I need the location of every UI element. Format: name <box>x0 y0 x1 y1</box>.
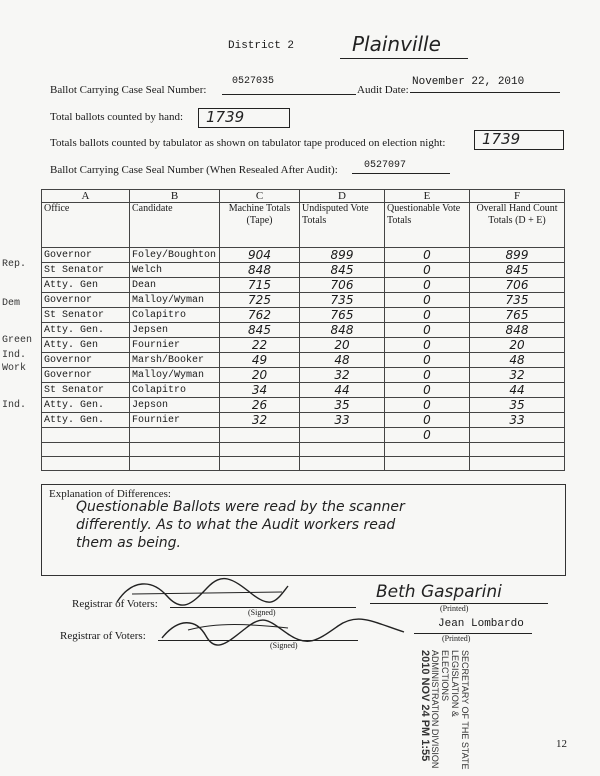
office-cell: St Senator <box>42 383 130 398</box>
table-row <box>42 263 565 278</box>
undisputed-total-cell: 706 <box>300 278 385 293</box>
header-office: Office <box>42 203 130 248</box>
stamp-line-2: LEGISLATION & ELECTIONS <box>440 650 460 717</box>
questionable-total-cell <box>385 457 470 471</box>
overall-total-cell: 44 <box>470 383 565 398</box>
overall-total-cell: 845 <box>470 263 565 278</box>
questionable-total-cell: 0 <box>385 398 470 413</box>
machine-total-cell <box>220 457 300 471</box>
machine-total-cell: 762 <box>220 308 300 323</box>
machine-total-cell: 32 <box>220 413 300 428</box>
undisputed-total-cell <box>300 428 385 443</box>
header-candidate: Candidate <box>130 203 220 248</box>
undisputed-total-cell: 899 <box>300 248 385 263</box>
machine-total-cell <box>220 443 300 457</box>
registrar-2-label: Registrar of Voters: <box>60 630 146 642</box>
explanation-line-3: them as being. <box>76 535 181 551</box>
reseal-label: Ballot Carrying Case Seal Number (When Resealed After Audit): <box>50 164 338 176</box>
reseal-underline <box>352 173 450 174</box>
machine-total-cell: 725 <box>220 293 300 308</box>
column-letters-row <box>42 190 565 203</box>
undisputed-total-cell: 735 <box>300 293 385 308</box>
undisputed-total-cell <box>300 443 385 457</box>
undisputed-total-cell: 20 <box>300 338 385 353</box>
undisputed-total-cell: 765 <box>300 308 385 323</box>
machine-total-cell: 904 <box>220 248 300 263</box>
district-label: District 2 <box>228 40 295 52</box>
candidate-cell: Malloy/Wyman <box>130 368 220 383</box>
undisputed-total-cell <box>300 457 385 471</box>
candidate-cell <box>130 428 220 443</box>
table-row <box>42 338 565 353</box>
received-stamp <box>410 650 470 770</box>
overall-total-cell: 848 <box>470 323 565 338</box>
questionable-total-cell <box>385 443 470 457</box>
town-underline <box>340 58 468 59</box>
registrar-2-signed-caption: (Signed) <box>270 641 298 650</box>
questionable-total-cell: 0 <box>385 338 470 353</box>
audit-table-body <box>42 248 565 471</box>
machine-total-cell: 22 <box>220 338 300 353</box>
questionable-total-cell: 0 <box>385 293 470 308</box>
overall-total-cell: 33 <box>470 413 565 428</box>
overall-total-cell: 48 <box>470 353 565 368</box>
table-row <box>42 443 565 457</box>
registrar-2-printed-line <box>414 633 532 634</box>
audit-date-underline <box>410 92 560 93</box>
col-letter-a: A <box>42 190 130 203</box>
town-name: Plainville <box>352 32 441 56</box>
questionable-total-cell: 0 <box>385 428 470 443</box>
audit-date-value: November 22, 2010 <box>412 76 525 88</box>
registrar-1-signed-caption: (Signed) <box>248 608 276 617</box>
candidate-cell <box>130 443 220 457</box>
candidate-cell: Welch <box>130 263 220 278</box>
explanation-box <box>41 484 566 576</box>
overall-total-cell: 35 <box>470 398 565 413</box>
seal-label: Ballot Carrying Case Seal Number: <box>50 84 207 96</box>
side-label-ind2: Ind. <box>2 400 27 411</box>
header-questionable: Questionable Vote Totals <box>385 203 470 248</box>
table-row <box>42 278 565 293</box>
registrar-1-label: Registrar of Voters: <box>72 598 158 610</box>
questionable-total-cell: 0 <box>385 413 470 428</box>
questionable-total-cell: 0 <box>385 353 470 368</box>
col-letter-f: F <box>470 190 565 203</box>
office-cell: Governor <box>42 368 130 383</box>
registrar-2-printed-caption: (Printed) <box>442 634 471 643</box>
col-letter-e: E <box>385 190 470 203</box>
overall-total-cell <box>470 428 565 443</box>
office-cell: St Senator <box>42 308 130 323</box>
office-cell: Atty. Gen <box>42 278 130 293</box>
undisputed-total-cell: 48 <box>300 353 385 368</box>
explanation-line-1: Questionable Ballots were read by the scanner <box>76 499 405 515</box>
hand-count-value: 1739 <box>206 108 245 126</box>
audit-table <box>41 189 565 471</box>
seal-value: 0527035 <box>232 76 275 87</box>
overall-total-cell <box>470 443 565 457</box>
overall-total-cell: 20 <box>470 338 565 353</box>
table-row <box>42 308 565 323</box>
col-letter-b: B <box>130 190 220 203</box>
office-cell: Atty. Gen. <box>42 413 130 428</box>
candidate-cell: Fournier <box>130 338 220 353</box>
candidate-cell: Jepson <box>130 398 220 413</box>
overall-total-cell: 32 <box>470 368 565 383</box>
candidate-cell <box>130 457 220 471</box>
side-label-work: Work <box>2 363 27 374</box>
questionable-total-cell: 0 <box>385 263 470 278</box>
office-cell <box>42 428 130 443</box>
questionable-total-cell: 0 <box>385 383 470 398</box>
hand-count-label: Total ballots counted by hand: <box>50 111 184 123</box>
registrar-1-signature <box>112 574 292 610</box>
col-letter-c: C <box>220 190 300 203</box>
office-cell: St Senator <box>42 263 130 278</box>
table-row <box>42 428 565 443</box>
office-cell: Atty. Gen <box>42 338 130 353</box>
registrar-2-printed-name: Jean Lombardo <box>438 618 524 630</box>
undisputed-total-cell: 32 <box>300 368 385 383</box>
machine-total-cell: 49 <box>220 353 300 368</box>
office-cell: Atty. Gen. <box>42 398 130 413</box>
side-label-rep: Rep. <box>2 259 27 270</box>
candidate-cell: Dean <box>130 278 220 293</box>
candidate-cell: Fournier <box>130 413 220 428</box>
overall-total-cell: 706 <box>470 278 565 293</box>
questionable-total-cell: 0 <box>385 368 470 383</box>
undisputed-total-cell: 35 <box>300 398 385 413</box>
overall-total-cell <box>470 457 565 471</box>
table-row <box>42 398 565 413</box>
machine-total-cell: 26 <box>220 398 300 413</box>
registrar-2-signed-line <box>158 640 358 641</box>
undisputed-total-cell: 845 <box>300 263 385 278</box>
audit-date-label: Audit Date: <box>357 84 409 96</box>
tabulator-count-value: 1739 <box>482 130 521 148</box>
candidate-cell: Marsh/Booker <box>130 353 220 368</box>
reseal-value: 0527097 <box>364 160 407 171</box>
table-row <box>42 248 565 263</box>
header-machine-totals: Machine Totals (Tape) <box>220 203 300 248</box>
undisputed-total-cell: 44 <box>300 383 385 398</box>
machine-total-cell <box>220 428 300 443</box>
office-cell: Governor <box>42 248 130 263</box>
office-cell: Governor <box>42 353 130 368</box>
table-row <box>42 323 565 338</box>
office-cell: Atty. Gen. <box>42 323 130 338</box>
header-undisputed: Undisputed Vote Totals <box>300 203 385 248</box>
candidate-cell: Jepsen <box>130 323 220 338</box>
office-cell <box>42 443 130 457</box>
stamp-line-3: ADMINISTRATION DIVISION <box>430 650 440 769</box>
stamp-line-4: 2010 NOV 24 PM 1:55 <box>419 650 431 762</box>
col-letter-d: D <box>300 190 385 203</box>
table-row <box>42 457 565 471</box>
page-number: 12 <box>556 738 567 750</box>
candidate-cell: Malloy/Wyman <box>130 293 220 308</box>
side-label-ind: Ind. <box>2 350 27 361</box>
stamp-line-1: SECRETARY OF THE STATE <box>460 650 470 770</box>
candidate-cell: Foley/Boughton <box>130 248 220 263</box>
table-row <box>42 383 565 398</box>
table-row <box>42 413 565 428</box>
undisputed-total-cell: 848 <box>300 323 385 338</box>
overall-total-cell: 899 <box>470 248 565 263</box>
tabulator-count-label: Totals ballots counted by tabulator as shown on tabulator tape produced on election night: <box>50 137 446 149</box>
machine-total-cell: 34 <box>220 383 300 398</box>
side-label-dem: Dem <box>2 298 21 309</box>
registrar-1-printed-caption: (Printed) <box>440 604 469 613</box>
seal-underline <box>222 94 356 95</box>
explanation-label: Explanation of Differences: <box>49 488 171 500</box>
overall-total-cell: 735 <box>470 293 565 308</box>
questionable-total-cell: 0 <box>385 308 470 323</box>
undisputed-total-cell: 33 <box>300 413 385 428</box>
overall-total-cell: 765 <box>470 308 565 323</box>
table-row <box>42 353 565 368</box>
questionable-total-cell: 0 <box>385 278 470 293</box>
office-cell: Governor <box>42 293 130 308</box>
questionable-total-cell: 0 <box>385 323 470 338</box>
header-overall: Overall Hand Count Totals (D + E) <box>470 203 565 248</box>
office-cell <box>42 457 130 471</box>
questionable-total-cell: 0 <box>385 248 470 263</box>
table-row <box>42 293 565 308</box>
table-row <box>42 368 565 383</box>
side-label-green: Green <box>2 335 33 346</box>
machine-total-cell: 20 <box>220 368 300 383</box>
candidate-cell: Colapitro <box>130 383 220 398</box>
machine-total-cell: 715 <box>220 278 300 293</box>
machine-total-cell: 845 <box>220 323 300 338</box>
explanation-line-2: differently. As to what the Audit workers read <box>76 517 396 533</box>
registrar-1-printed-name: Beth Gasparini <box>376 582 502 602</box>
machine-total-cell: 848 <box>220 263 300 278</box>
column-headers-row <box>42 203 565 248</box>
candidate-cell: Colapitro <box>130 308 220 323</box>
